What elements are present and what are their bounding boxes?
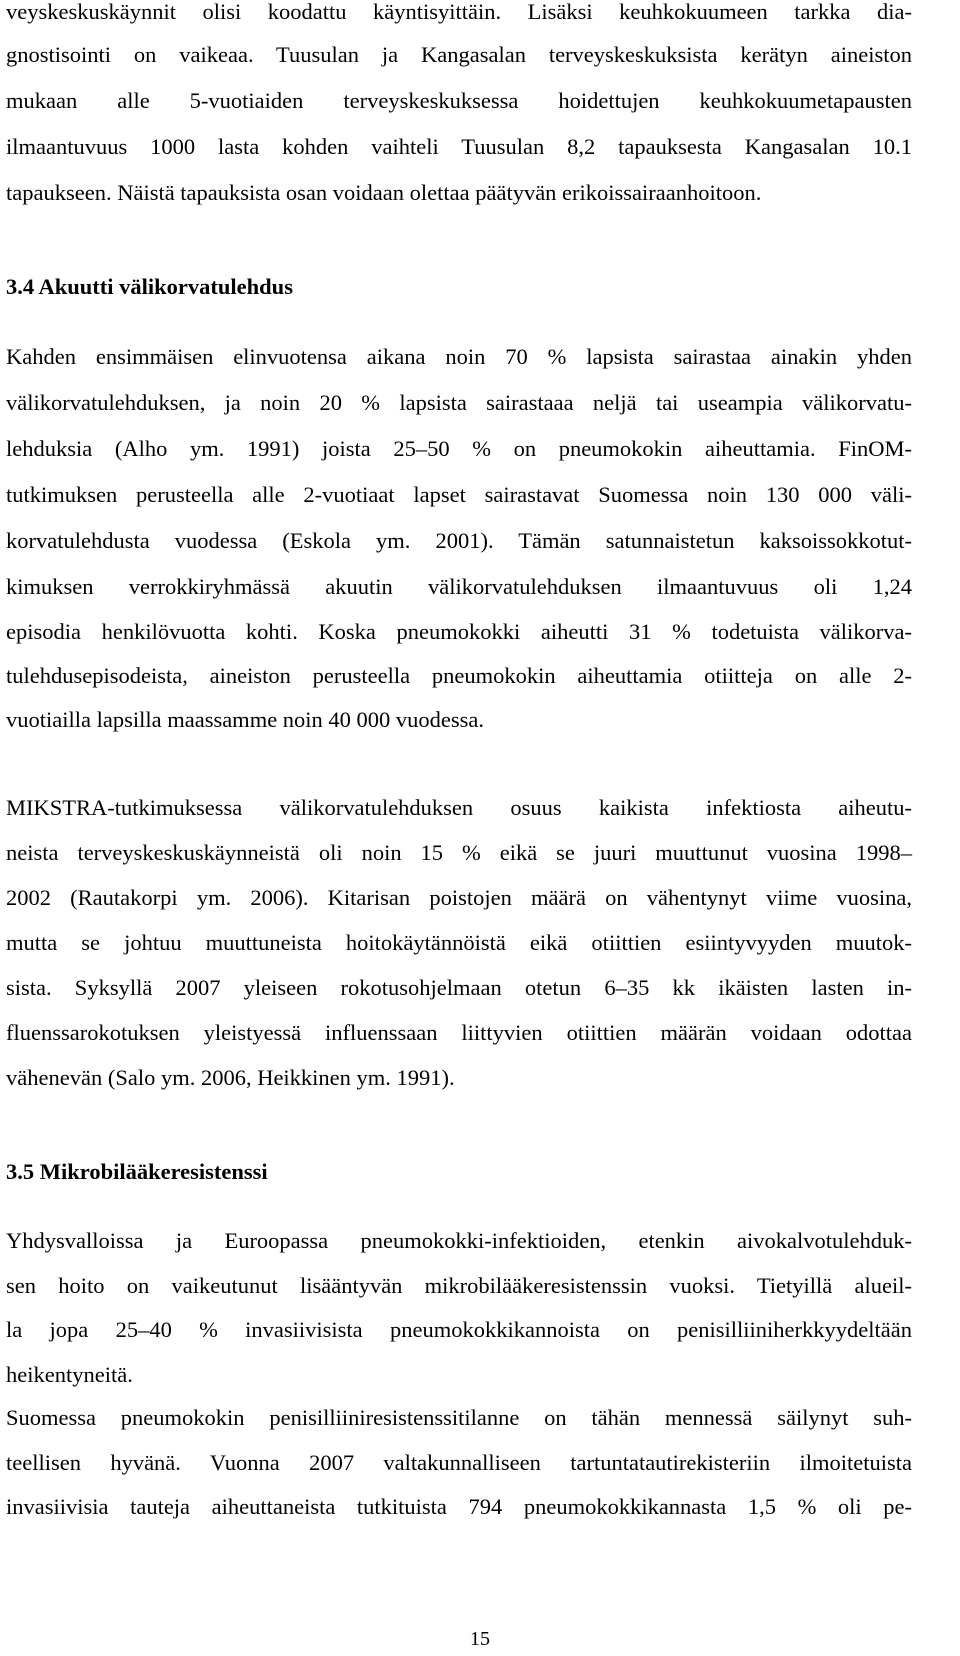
text-line: Suomessa pneumokokin penisilliiniresistenssitilanne on tähän mennessä säilynyt suh- (6, 1405, 912, 1430)
text-line: kimuksen verrokkiryhmässä akuutin välikorvatulehduksen ilmaantuvuus oli 1,24 (6, 574, 912, 599)
text-line: neista terveyskeskuskäynneistä oli noin 15 % eikä se juuri muuttunut vuosina 1998– (6, 840, 912, 865)
text-line: ilmaantuvuus 1000 lasta kohden vaihteli Tuusulan 8,2 tapauksesta Kangasalan 10.1 (6, 134, 912, 159)
text-line: veyskeskuskäynnit olisi koodattu käyntisyittäin. Lisäksi keuhkokuumeen tarkka dia- (6, 0, 912, 24)
text-line: la jopa 25–40 % invasiivisista pneumokokkikannoista on penisilliiniherkkyydeltään (6, 1317, 912, 1342)
text-line: 2002 (Rautakorpi ym. 2006). Kitarisan poistojen määrä on vähentynyt viime vuosina, (6, 885, 912, 910)
text-line: MIKSTRA-tutkimuksessa välikorvatulehduksen osuus kaikista infektiosta aiheutu- (6, 795, 912, 820)
section-heading: 3.4 Akuutti välikorvatulehdus (6, 274, 293, 299)
page-number: 15 (470, 1628, 490, 1650)
text-line: sen hoito on vaikeutunut lisääntyvän mikrobilääkeresistenssin vuoksi. Tietyillä alueil- (6, 1273, 912, 1298)
text-line: välikorvatulehduksen, ja noin 20 % lapsista sairastaaa neljä tai useampia välikorvatu- (6, 390, 912, 415)
text-line: tutkimuksen perusteella alle 2-vuotiaat lapset sairastavat Suomessa noin 130 000 väli- (6, 482, 912, 507)
text-line: heikentyneitä. (6, 1362, 133, 1387)
section-heading: 3.5 Mikrobilääkeresistenssi (6, 1159, 268, 1184)
text-line: Kahden ensimmäisen elinvuotensa aikana noin 70 % lapsista sairastaa ainakin yhden (6, 344, 912, 369)
text-line: fluenssarokotuksen yleistyessä influenssaan liittyvien otiittien määrän voidaan odottaa (6, 1020, 912, 1045)
text-line: vuotiailla lapsilla maassamme noin 40 000 vuodessa. (6, 707, 485, 732)
text-line: episodia henkilövuotta kohti. Koska pneumokokki aiheutti 31 % todetuista välikorva- (6, 619, 912, 644)
text-line: teellisen hyvänä. Vuonna 2007 valtakunnalliseen tartuntatautirekisteriin ilmoitetuista (6, 1450, 912, 1475)
text-line: lehduksia (Alho ym. 1991) joista 25–50 % on pneumokokin aiheuttamia. FinOM- (6, 436, 912, 461)
text-line: tapaukseen. Näistä tapauksista osan voidaan olettaa päätyvän erikoissairaanhoitoon. (6, 180, 762, 205)
text-line: gnostisointi on vaikeaa. Tuusulan ja Kangasalan terveyskeskuksista kerätyn aineiston (6, 42, 912, 67)
text-line: Yhdysvalloissa ja Euroopassa pneumokokki-infektioiden, etenkin aivokalvotulehduk- (6, 1228, 912, 1253)
text-line: invasiivisia tauteja aiheuttaneista tutkituista 794 pneumokokkikannasta 1,5 % oli pe- (6, 1494, 912, 1519)
text-line: korvatulehdusta vuodessa (Eskola ym. 2001). Tämän satunnaistetun kaksoissokkotut- (6, 528, 912, 553)
text-line: sista. Syksyllä 2007 yleiseen rokotusohjelmaan otetun 6–35 kk ikäisten lasten in- (6, 975, 912, 1000)
text-line: mutta se johtuu muuttuneista hoitokäytännöistä eikä otiittien esiintyvyyden muutok- (6, 930, 912, 955)
text-line: vähenevän (Salo ym. 2006, Heikkinen ym. 1991). (6, 1065, 455, 1090)
text-line: mukaan alle 5-vuotiaiden terveyskeskuksessa hoidettujen keuhkokuumetapausten (6, 88, 912, 113)
text-line: tulehdusepisodeista, aineiston perusteella pneumokokin aiheuttamia otiitteja on alle 2- (6, 663, 912, 688)
